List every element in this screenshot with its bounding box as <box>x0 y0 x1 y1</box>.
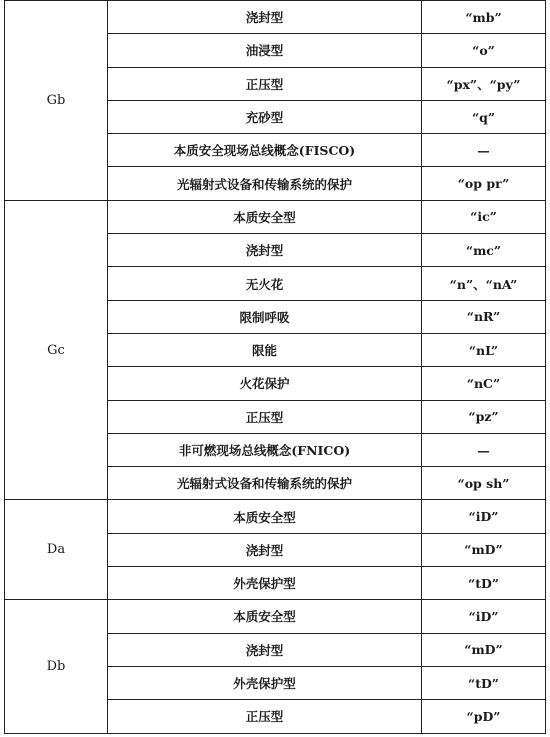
epl-cell: Db <box>5 600 108 733</box>
protection-type-cell: 本质安全型 <box>108 500 422 533</box>
code-cell: “nC” <box>422 367 546 400</box>
protection-type-cell: 正压型 <box>108 67 422 100</box>
epl-cell: Da <box>5 500 108 600</box>
code-cell: “nR” <box>422 300 546 333</box>
code-cell: “op sh” <box>422 467 546 500</box>
table-body <box>5 1 546 734</box>
code-cell: “px”、“py” <box>422 67 546 100</box>
table-row <box>5 600 546 633</box>
protection-type-cell: 限能 <box>108 333 422 366</box>
code-cell: “mc” <box>422 234 546 267</box>
epl-cell: Gb <box>5 1 108 201</box>
code-cell: “mb” <box>422 1 546 34</box>
protection-type-cell: 浇封型 <box>108 533 422 566</box>
code-cell: “mD” <box>422 533 546 566</box>
code-cell: “nL” <box>422 333 546 366</box>
protection-type-cell: 正压型 <box>108 700 422 733</box>
protection-type-cell: 浇封型 <box>108 633 422 666</box>
protection-type-cell: 油浸型 <box>108 34 422 67</box>
table-row <box>5 200 546 233</box>
code-cell: “pD” <box>422 700 546 733</box>
table-row <box>5 500 546 533</box>
code-cell: “op pr” <box>422 167 546 200</box>
protection-type-cell: 本质安全型 <box>108 600 422 633</box>
protection-type-cell: 本质安全型 <box>108 200 422 233</box>
protection-type-cell: 无火花 <box>108 267 422 300</box>
protection-type-cell: 外壳保护型 <box>108 666 422 699</box>
code-cell: “o” <box>422 34 546 67</box>
protection-type-cell: 非可燃现场总线概念(FNICO) <box>108 433 422 466</box>
code-cell: “mD” <box>422 633 546 666</box>
code-cell: “tD” <box>422 567 546 600</box>
protection-type-cell: 限制呼吸 <box>108 300 422 333</box>
code-cell: — <box>422 433 546 466</box>
protection-type-table <box>4 0 546 734</box>
code-cell: — <box>422 134 546 167</box>
protection-type-cell: 火花保护 <box>108 367 422 400</box>
code-cell: “ic” <box>422 200 546 233</box>
epl-cell: Gc <box>5 200 108 500</box>
protection-type-cell: 充砂型 <box>108 100 422 133</box>
protection-type-cell: 本质安全现场总线概念(FISCO) <box>108 134 422 167</box>
code-cell: “tD” <box>422 666 546 699</box>
code-cell: “n”、“nA” <box>422 267 546 300</box>
protection-type-cell: 正压型 <box>108 400 422 433</box>
code-cell: “pz” <box>422 400 546 433</box>
code-cell: “q” <box>422 100 546 133</box>
code-cell: “iD” <box>422 500 546 533</box>
protection-type-cell: 光辐射式设备和传输系统的保护 <box>108 467 422 500</box>
code-cell: “iD” <box>422 600 546 633</box>
table-row <box>5 1 546 34</box>
protection-type-cell: 浇封型 <box>108 234 422 267</box>
protection-type-cell: 光辐射式设备和传输系统的保护 <box>108 167 422 200</box>
protection-type-cell: 外壳保护型 <box>108 567 422 600</box>
protection-type-cell: 浇封型 <box>108 1 422 34</box>
